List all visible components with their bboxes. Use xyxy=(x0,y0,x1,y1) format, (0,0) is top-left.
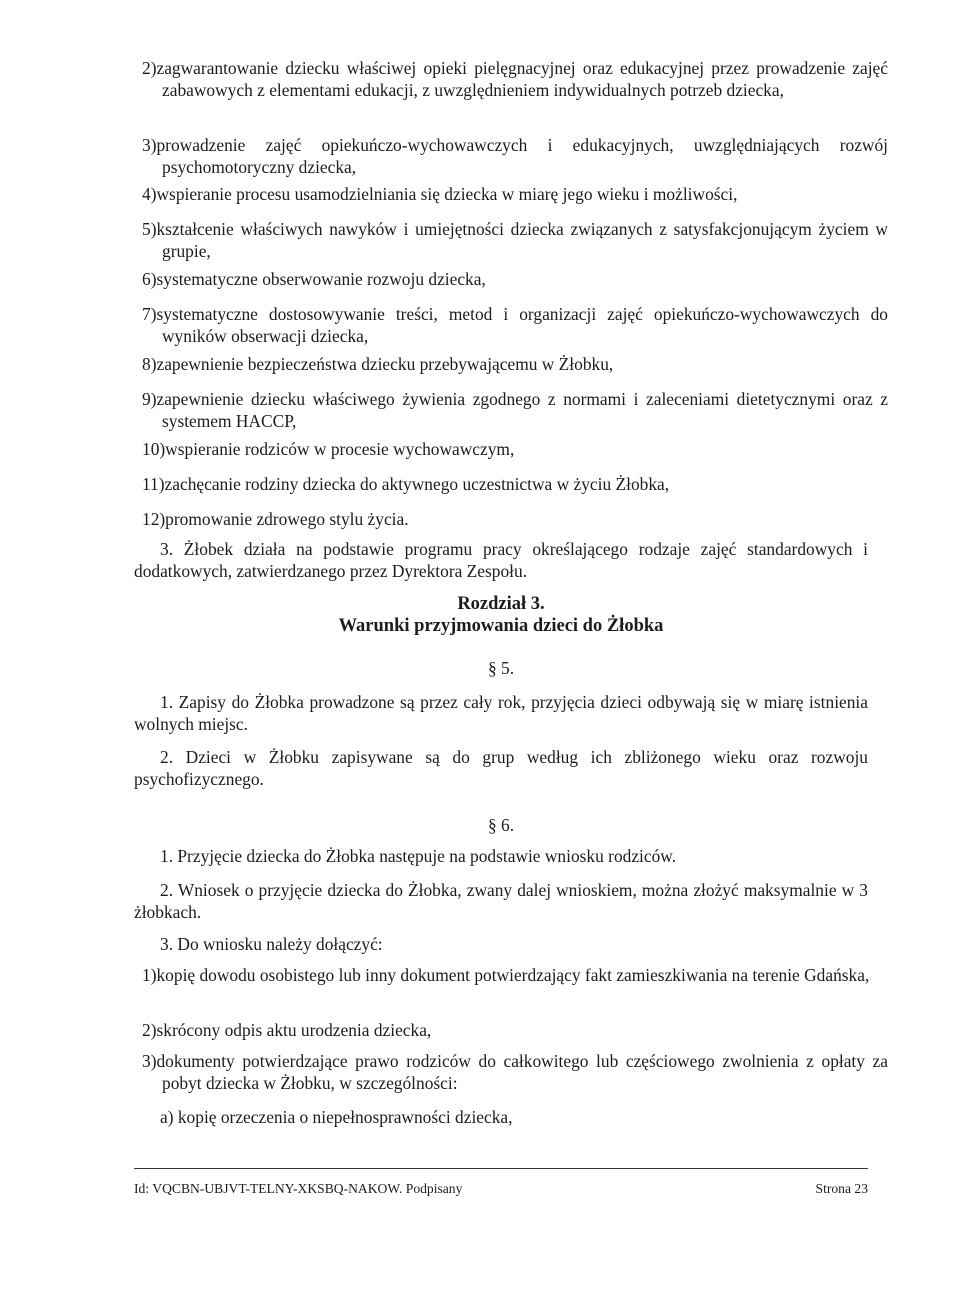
list-item: 10)wspieranie rodziców w procesie wychowawczym, xyxy=(142,439,515,459)
footer-divider xyxy=(134,1168,868,1169)
list-item: 1)kopię dowodu osobistego lub inny dokument potwierdzający fakt zamieszkiwania na terenie Gdańska, xyxy=(142,965,870,985)
list-item: 5)kształcenie właściwych nawyków i umiejętności dziecka związanych z satysfakcjonującym życiem w grupie, xyxy=(142,219,888,261)
section-sign: § 6. xyxy=(487,815,515,835)
section-sign: § 5. xyxy=(487,658,515,678)
paragraph: 2. Dzieci w Żłobku zapisywane są do grup według ich zbliżonego wieku oraz rozwoju psychofizycznego. xyxy=(134,747,868,789)
sub-list-item: a) kopię orzeczenia o niepełnosprawności dziecka, xyxy=(160,1107,513,1127)
paragraph: 2. Wniosek o przyjęcie dziecka do Żłobka, zwany dalej wnioskiem, można złożyć maksymalnie w 3 żłobkach. xyxy=(134,880,868,922)
document-id: Id: VQCBN-UBJVT-TELNY-XKSBQ-NAKOW. Podpisany xyxy=(134,1181,463,1196)
paragraph: 3. Do wniosku należy dołączyć: xyxy=(160,934,383,954)
list-item: 8)zapewnienie bezpieczeństwa dziecku przebywającemu w Żłobku, xyxy=(142,354,614,374)
list-item: 7)systematyczne dostosowywanie treści, metod i organizacji zajęć opiekuńczo-wychowawczych do wyników obserwacji dziecka, xyxy=(142,304,888,346)
list-item: 9)zapewnienie dziecku właściwego żywienia zgodnego z normami i zaleceniami dietetycznymi oraz z systemem HACCP, xyxy=(142,389,888,431)
chapter-number: Rozdział 3. xyxy=(457,594,545,614)
list-item: 6)systematyczne obserwowanie rozwoju dziecka, xyxy=(142,269,486,289)
list-item: 12)promowanie zdrowego stylu życia. xyxy=(142,509,409,529)
page-number: Strona 23 xyxy=(815,1181,868,1196)
chapter-title: Warunki przyjmowania dzieci do Żłobka xyxy=(338,616,664,636)
list-item: 4)wspieranie procesu usamodzielniania się dziecka w miarę jego wieku i możliwości, xyxy=(142,184,738,204)
paragraph: 3. Żłobek działa na podstawie programu pracy określającego rodzaje zajęć standardowych i dodatkowych, zatwierdzanego przez Dyrektora Zespołu. xyxy=(134,539,868,581)
list-item: 11)zachęcanie rodziny dziecka do aktywnego uczestnictwa w życiu Żłobka, xyxy=(142,474,670,494)
list-item: 3)prowadzenie zajęć opiekuńczo-wychowawczych i edukacyjnych, uwzględniających rozwój psychomotoryczny dziecka, xyxy=(142,135,888,177)
list-item: 2)zagwarantowanie dziecku właściwej opieki pielęgnacyjnej oraz edukacyjnej przez prowadzenie zajęć zabawowych z elementami edukacji, z uwzględnieniem indywidualnych potrzeb dziecka, xyxy=(142,58,888,100)
paragraph: 1. Przyjęcie dziecka do Żłobka następuje na podstawie wniosku rodziców. xyxy=(160,846,677,866)
list-item: 3)dokumenty potwierdzające prawo rodziców do całkowitego lub częściowego zwolnienia z opłaty za pobyt dziecka w Żłobku, w szczególności: xyxy=(142,1051,888,1093)
paragraph: 1. Zapisy do Żłobka prowadzone są przez cały rok, przyjęcia dzieci odbywają się w miarę istnienia wolnych miejsc. xyxy=(134,692,868,734)
list-item: 2)skrócony odpis aktu urodzenia dziecka, xyxy=(142,1020,432,1040)
